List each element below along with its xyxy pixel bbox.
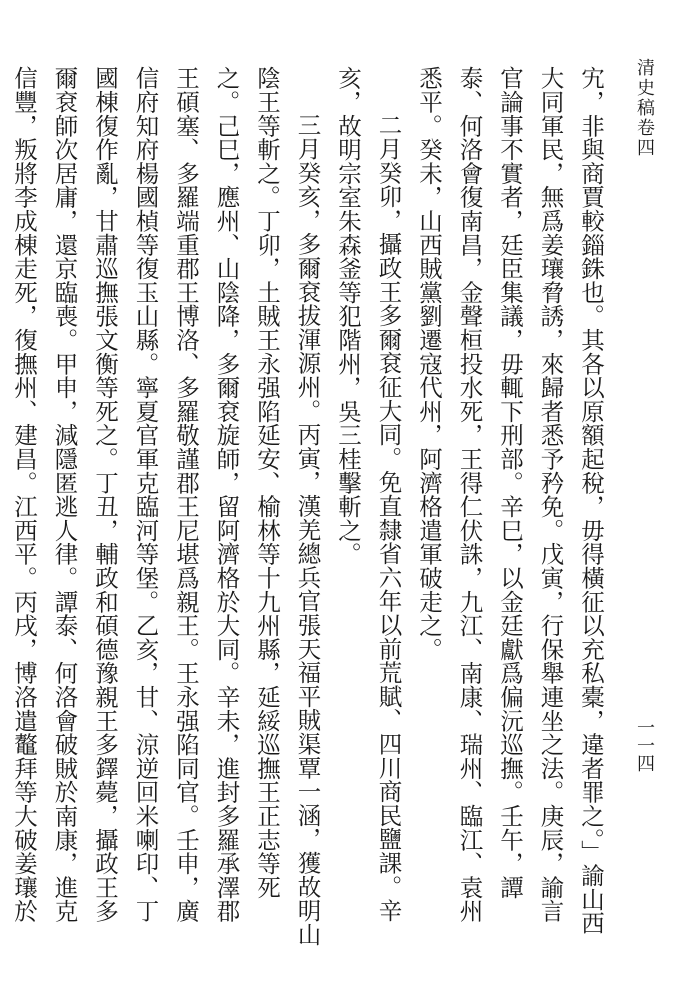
page-number: 一一四 — [634, 718, 655, 772]
paragraph-continued: 宄，非與商賈較錙銖也。其各以原額起稅，毋得橫征以充私橐，違者罪之。」諭山西大同軍民，無爲姜瓖脅誘，來歸者悉予矜免。戊寅，行保舉連坐之法。庚辰，諭言官論事不實者，廷臣集議，毋輒下刑部。辛巳，以金廷獻爲偏沅巡撫。壬午，譚泰、何洛會復南昌，金聲桓投水死，王得仁伏誅，九江、南康、瑞州、臨江、袁州悉平。癸未，山西賊黨劉遷寇代州，阿濟格遣軍破走之。 — [415, 66, 605, 935]
paragraph-second-month: 二月癸卯，攝政王多爾袞征大同。免直隸省六年以前荒賦、四川商民鹽課。辛亥，故明宗室朱森釜等犯階州，吳三桂擊斬之。 — [334, 66, 403, 923]
paragraph-third-month: 三月癸亥，多爾袞拔渾源州。丙寅，漢羌總兵官張天福平賊渠覃一涵，獲故明山陰王等斬之。丁卯，土賊王永强陷延安、榆林等十九州縣，延綏巡撫王正志等死之。己巳，應州、山陰降，多爾袞旋師，留阿濟格於大同。辛未，進封多羅承澤郡王碩塞、多羅端重郡王博洛、多羅敬謹郡王尼堪爲親王。王永强陷同官。壬申，廣信府知府楊國楨等復玉山縣。寧夏官軍克臨河等堡。乙亥，甘、涼逆回米喇印、丁國棟復作亂，甘肅巡撫張文衡等死之。丁丑，輔政和碩德豫親王多鐸薨，攝政王多爾袞師次居庸，還京臨喪。甲申，減隱匿逃人律。譚泰、何洛會破賊於南康，進克信豐，叛將李成棟走死，復撫州、建昌。江西平。丙戌，博洛遣鼇拜等大破姜瓖於 — [10, 66, 322, 946]
running-head: 清史稿卷四 — [634, 58, 655, 158]
main-text — [10, 66, 611, 946]
